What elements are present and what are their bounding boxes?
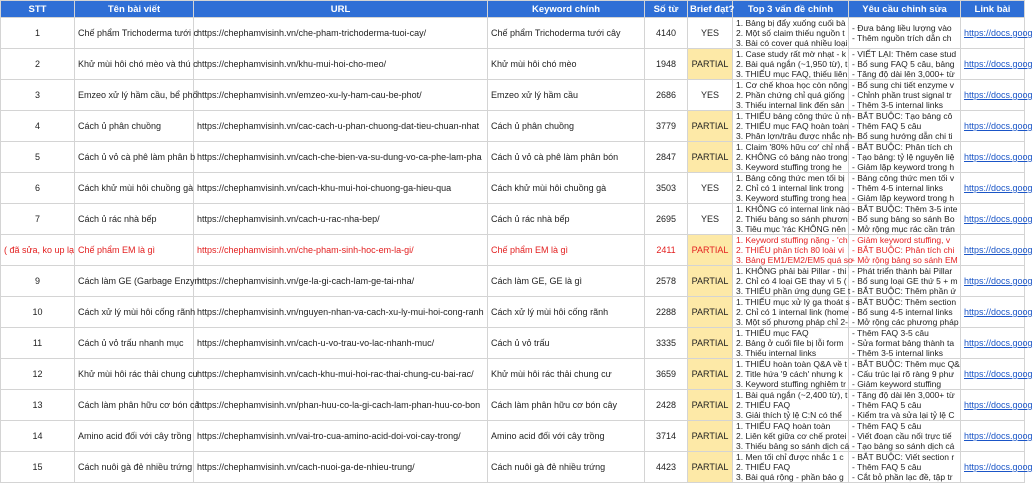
request-line: - BẮT BUỘC: Viết section r bbox=[852, 452, 955, 462]
request-line: - Thêm FAQ 5 câu bbox=[852, 462, 922, 472]
cell-keyword[interactable]: Cách làm GE, GE là gì bbox=[488, 266, 645, 297]
cell-title[interactable]: Cách ủ vỏ trấu nhanh mục bbox=[75, 328, 194, 359]
cell-stt[interactable]: 2 bbox=[1, 49, 75, 80]
request-line: - BẮT BUỘC: Thêm section bbox=[852, 297, 957, 307]
cell-brief-status[interactable]: PARTIAL bbox=[688, 452, 733, 483]
cell-edit-requests[interactable] bbox=[849, 359, 961, 390]
request-line: - Tăng độ dài lên 3,000+ từ bbox=[852, 69, 955, 79]
issue-line: 1. THIẾU FAQ hoàn toàn bbox=[736, 421, 831, 431]
cell-keyword[interactable]: Emzeo xử lý hầm cầu bbox=[488, 80, 645, 111]
request-line: - Bổ sung hướng dẫn chi ti bbox=[852, 131, 953, 141]
request-line: - Sửa format bảng thành ta bbox=[852, 338, 955, 348]
table-row bbox=[1, 49, 1025, 80]
cell-edit-requests[interactable] bbox=[849, 328, 961, 359]
cell-top-issues[interactable] bbox=[733, 297, 849, 328]
cell-keyword[interactable]: Cách khử mùi hôi chuồng gà bbox=[488, 173, 645, 204]
cell-url[interactable]: https://chephamvisinh.vn/vai-tro-cua-amino-acid-doi-voi-cay-trong/ bbox=[194, 421, 488, 452]
issue-line: 1. THIẾU mục xử lý ga thoát s bbox=[736, 297, 850, 307]
cell-url[interactable]: https://chephamvisinh.vn/cach-u-vo-trau-vo-lac-nhanh-muc/ bbox=[194, 328, 488, 359]
table-row bbox=[1, 266, 1025, 297]
cell-top-issues[interactable] bbox=[733, 18, 849, 49]
request-line: - Tăng độ dài lên 3,000+ từ bbox=[852, 390, 955, 400]
table-row bbox=[1, 173, 1025, 204]
cell-brief-status[interactable]: PARTIAL bbox=[688, 390, 733, 421]
cell-doc-link[interactable]: https://docs.goog bbox=[961, 18, 1025, 49]
table-row bbox=[1, 390, 1025, 421]
cell-stt[interactable]: 6 bbox=[1, 173, 75, 204]
issue-line: 3. Thiếu internal links bbox=[736, 348, 817, 358]
cell-stt[interactable]: 1 bbox=[1, 18, 75, 49]
cell-url[interactable]: https://chephamvisinh.vn/che-pham-trichoderma-tuoi-cay/ bbox=[194, 18, 488, 49]
issue-line: 2. Title hứa '9 cách' nhưng k bbox=[736, 369, 843, 379]
cell-edit-requests[interactable] bbox=[849, 80, 961, 111]
cell-doc-link[interactable]: https://docs.goog bbox=[961, 421, 1025, 452]
cell-brief-status[interactable]: PARTIAL bbox=[688, 235, 733, 266]
cell-url[interactable]: https://chephamvisinh.vn/cach-nuoi-ga-de-nhieu-trung/ bbox=[194, 452, 488, 483]
cell-keyword[interactable]: Cách làm phân hữu cơ bón cây bbox=[488, 390, 645, 421]
cell-top-issues[interactable] bbox=[733, 49, 849, 80]
cell-top-issues[interactable] bbox=[733, 204, 849, 235]
issue-line: 3. Bảng EM1/EM2/EM5 quá sơ bbox=[736, 255, 854, 265]
cell-keyword[interactable]: Cách nuôi gà đẻ nhiều trứng bbox=[488, 452, 645, 483]
cell-doc-link[interactable]: https://docs.goog bbox=[961, 452, 1025, 483]
cell-brief-status[interactable]: PARTIAL bbox=[688, 328, 733, 359]
cell-top-issues[interactable] bbox=[733, 173, 849, 204]
cell-brief-status[interactable]: YES bbox=[688, 173, 733, 204]
request-line: - Kiểm tra và sửa lại tỷ lệ C bbox=[852, 410, 955, 420]
cell-stt[interactable]: ( đã sửa, ko up lạ bbox=[1, 235, 75, 266]
issue-line: 1. Case study rất mờ nhạt - k bbox=[736, 49, 846, 59]
request-line: - Thêm FAQ 5 câu bbox=[852, 421, 922, 431]
cell-stt[interactable]: 7 bbox=[1, 204, 75, 235]
cell-edit-requests[interactable] bbox=[849, 142, 961, 173]
request-line: - Mở rộng bảng so sánh EM bbox=[852, 255, 958, 265]
cell-top-issues[interactable] bbox=[733, 142, 849, 173]
cell-keyword[interactable]: Cách ủ phân chuồng bbox=[488, 111, 645, 142]
cell-title[interactable]: Emzeo xử lý hầm cầu, bể phố bbox=[75, 80, 194, 111]
table-row bbox=[1, 359, 1025, 390]
cell-url[interactable]: https://chephamvisinh.vn/ge-la-gi-cach-lam-ge-tai-nha/ bbox=[194, 266, 488, 297]
cell-doc-link[interactable]: https://docs.goog bbox=[961, 49, 1025, 80]
request-line: - Thêm nguồn trích dẫn ch bbox=[852, 33, 952, 43]
cell-word-count[interactable]: 2847 bbox=[645, 142, 688, 173]
issue-line: 1. Cơ chế khoa học còn nông bbox=[736, 80, 848, 90]
issue-line: 1. THIẾU bảng công thức ủ nh bbox=[736, 111, 852, 121]
table-row bbox=[1, 111, 1025, 142]
issue-line: 2. KHÔNG có bảng nào trong bbox=[736, 152, 848, 162]
cell-brief-status[interactable]: YES bbox=[688, 80, 733, 111]
cell-brief-status[interactable]: PARTIAL bbox=[688, 297, 733, 328]
issue-line: 3. Bài quá rộng - phần bảo g bbox=[736, 472, 844, 482]
cell-keyword[interactable]: Cách xử lý mùi hôi cống rãnh bbox=[488, 297, 645, 328]
cell-keyword[interactable]: Chế phẩm EM là gì bbox=[488, 235, 645, 266]
issue-line: 1. Bài quá ngắn (~2,400 từ), t bbox=[736, 390, 848, 400]
cell-brief-status[interactable]: YES bbox=[688, 18, 733, 49]
cell-brief-status[interactable]: PARTIAL bbox=[688, 359, 733, 390]
cell-brief-status[interactable]: PARTIAL bbox=[688, 266, 733, 297]
table-row bbox=[1, 421, 1025, 452]
cell-title[interactable]: Cách làm GE (Garbage Enzym bbox=[75, 266, 194, 297]
issue-line: 1. Men tối chỉ được nhắc 1 c bbox=[736, 452, 844, 462]
cell-doc-link[interactable]: https://docs.goog bbox=[961, 328, 1025, 359]
cell-title[interactable]: Khử mùi hôi chó mèo và thú c bbox=[75, 49, 194, 80]
request-line: - Chỉnh phần trust signal tr bbox=[852, 90, 952, 100]
request-line: - Giảm keyword stuffing, v bbox=[852, 235, 951, 245]
cell-brief-status[interactable]: PARTIAL bbox=[688, 111, 733, 142]
cell-url[interactable]: https://chephamvisinh.vn/khu-mui-hoi-cho-meo/ bbox=[194, 49, 488, 80]
cell-brief-status[interactable]: YES bbox=[688, 204, 733, 235]
request-line: - Mở rộng mục rác cần trán bbox=[852, 224, 955, 234]
cell-stt[interactable]: 3 bbox=[1, 80, 75, 111]
request-line: - Mở rộng các phương pháp bbox=[852, 317, 959, 327]
cell-doc-link[interactable]: https://docs.goog bbox=[961, 390, 1025, 421]
issue-line: 2. Chỉ có 4 loại GE thay vì 5 ( bbox=[736, 276, 847, 286]
request-line: - Thêm 4-5 internal links bbox=[852, 183, 944, 193]
cell-doc-link[interactable]: https://docs.goog bbox=[961, 111, 1025, 142]
cell-edit-requests[interactable] bbox=[849, 452, 961, 483]
issue-line: 3. Thiếu bảng so sánh dịch cá bbox=[736, 441, 850, 451]
issue-line: 3. Keyword stuffing trong hea bbox=[736, 193, 847, 203]
request-line: - VIẾT LẠI: Thêm case stud bbox=[852, 49, 957, 59]
cell-stt[interactable]: 12 bbox=[1, 359, 75, 390]
issue-line: 3. Giải thích tỷ lệ C:N có thể bbox=[736, 410, 842, 420]
cell-top-issues[interactable] bbox=[733, 452, 849, 483]
issue-line: 3. Tiêu mục 'rác KHÔNG nên bbox=[736, 224, 846, 234]
request-line: - BẮT BUỘC: Phân tích ch bbox=[852, 142, 953, 152]
cell-edit-requests[interactable] bbox=[849, 390, 961, 421]
cell-edit-requests[interactable] bbox=[849, 18, 961, 49]
cell-edit-requests[interactable] bbox=[849, 421, 961, 452]
request-line: - Giảm keyword stuffing bbox=[852, 379, 942, 389]
issue-line: 3. Một số phương pháp chỉ 2- bbox=[736, 317, 848, 327]
cell-word-count[interactable]: 2411 bbox=[645, 235, 688, 266]
request-line: - BẮT BUỘC: Tạo bảng cô bbox=[852, 111, 953, 121]
request-line: - Bổ sung loại GE thứ 5 + m bbox=[852, 276, 958, 286]
table-row bbox=[1, 204, 1025, 235]
request-line: - BẮT BUỘC: Thêm 3-5 inte bbox=[852, 204, 958, 214]
issue-line: 1. THIẾU hoàn toàn Q&A về t bbox=[736, 359, 847, 369]
cell-stt[interactable]: 5 bbox=[1, 142, 75, 173]
request-line: - Bổ sung FAQ 5 câu, bảng bbox=[852, 59, 955, 69]
header-word-count[interactable]: Số từ bbox=[645, 1, 688, 18]
table-body bbox=[1, 18, 1033, 483]
cell-doc-link[interactable]: https://docs.goog bbox=[961, 142, 1025, 173]
cell-top-issues[interactable] bbox=[733, 111, 853, 142]
cell-top-issues[interactable] bbox=[733, 421, 849, 452]
issue-line: 2. Thiếu bảng so sánh phươn bbox=[736, 214, 848, 224]
issue-line: 2. Phần chứng chỉ quá giống bbox=[736, 90, 845, 100]
cell-edit-requests[interactable] bbox=[849, 204, 961, 235]
table-row bbox=[1, 18, 1025, 49]
cell-keyword[interactable]: Khử mùi hôi rác thải chung cư bbox=[488, 359, 645, 390]
issue-line: 2. THIẾU phân tích 80 loài vi bbox=[736, 245, 845, 255]
request-line: - BẮT BUỘC: Thêm phần ứ bbox=[852, 286, 957, 296]
header-edit-requests[interactable]: Yêu cầu chỉnh sửa bbox=[849, 1, 961, 18]
issue-line: 3. Keyword stuffing nghiêm tr bbox=[736, 379, 846, 389]
cell-keyword[interactable]: Chế phẩm Trichoderma tưới cây bbox=[488, 18, 645, 49]
cell-top-issues[interactable] bbox=[733, 390, 849, 421]
issue-line: 1. Keyword stuffing nặng - 'ch bbox=[736, 235, 848, 245]
request-line: - Tạo bảng: tỷ lệ nguyên liệ bbox=[852, 152, 955, 162]
issue-line: 3. Bài có cover quá nhiều loại bbox=[736, 38, 848, 48]
cell-word-count[interactable]: 2578 bbox=[645, 266, 688, 297]
cell-stt[interactable]: 14 bbox=[1, 421, 75, 452]
issue-line: 2. Chỉ có 1 internal link (home bbox=[736, 307, 849, 317]
cell-word-count[interactable]: 1948 bbox=[645, 49, 688, 80]
cell-stt[interactable]: 15 bbox=[1, 452, 75, 483]
cell-url[interactable]: https://chephamvisinh.vn/cac-cach-u-phan-chuong-dat-tieu-chuan-nhat bbox=[194, 111, 488, 142]
cell-title[interactable]: Cách làm phân hữu cơ bón cả bbox=[75, 390, 194, 421]
cell-stt[interactable]: 9 bbox=[1, 266, 75, 297]
request-line: - Bổ sung chi tiết enzyme v bbox=[852, 80, 955, 90]
cell-doc-link[interactable]: https://docs.goog bbox=[961, 173, 1025, 204]
issue-line: 2. Một số claim thiếu nguồn t bbox=[736, 28, 845, 38]
request-line: - Thêm FAQ 5 câu bbox=[852, 121, 922, 131]
cell-keyword[interactable]: Cách ủ rác nhà bếp bbox=[488, 204, 645, 235]
cell-url[interactable]: https://chephamvisinh.vn/phan-huu-co-la-gi-cach-lam-phan-huu-co-bon bbox=[194, 390, 488, 421]
issue-line: 2. Bài quá ngắn (~1,950 từ), t bbox=[736, 59, 848, 69]
request-line: - BẮT BUỘC: Phân tích chi bbox=[852, 245, 955, 255]
cell-stt[interactable]: 10 bbox=[1, 297, 75, 328]
cell-word-count[interactable]: 2695 bbox=[645, 204, 688, 235]
table-row bbox=[1, 328, 1025, 359]
cell-word-count[interactable]: 3335 bbox=[645, 328, 688, 359]
cell-word-count[interactable]: 4140 bbox=[645, 18, 688, 49]
cell-url[interactable]: https://chephamvisinh.vn/cach-u-rac-nha-bep/ bbox=[194, 204, 488, 235]
cell-word-count[interactable]: 3779 bbox=[645, 111, 688, 142]
request-line: - Tạo bảng so sánh dịch cá bbox=[852, 441, 955, 451]
cell-keyword[interactable]: Khử mùi hôi chó mèo bbox=[488, 49, 645, 80]
request-line: - Phát triển thành bài Pillar bbox=[852, 266, 953, 276]
cell-edit-requests[interactable] bbox=[849, 235, 961, 266]
cell-word-count[interactable]: 2428 bbox=[645, 390, 688, 421]
issue-line: 1. Claim '80% hữu cơ' chỉ nhắ bbox=[736, 142, 850, 152]
request-line: - Bổ sung bảng so sánh Bo bbox=[852, 214, 955, 224]
issue-line: 1. Bảng công thức men tối bị bbox=[736, 173, 845, 183]
header-url[interactable]: URL bbox=[194, 1, 488, 18]
header-row bbox=[1, 1, 1025, 18]
table-row bbox=[1, 452, 1025, 483]
request-line: - Giảm lặp keyword trong h bbox=[852, 162, 955, 172]
header-stt[interactable]: STT bbox=[1, 1, 75, 18]
issue-line: 1. KHÔNG có internal link nào bbox=[736, 204, 850, 214]
cell-doc-link[interactable]: https://docs.goog bbox=[961, 266, 1025, 297]
cell-edit-requests[interactable] bbox=[849, 173, 961, 204]
request-line: - Thêm FAQ 3-5 câu bbox=[852, 328, 929, 338]
cell-keyword[interactable]: Cách ủ vỏ trấu bbox=[488, 328, 645, 359]
cell-title[interactable]: Cách ủ phân chuồng bbox=[75, 111, 194, 142]
table-row bbox=[1, 235, 1025, 266]
cell-title[interactable]: Amino acid đối với cây trồng bbox=[75, 421, 194, 452]
issue-line: 2. Bảng ở cuối file bị lỗi form bbox=[736, 338, 844, 348]
header-brief[interactable]: Brief đạt? bbox=[688, 1, 733, 18]
request-line: - Thêm FAQ 5 câu bbox=[852, 400, 922, 410]
request-line: - Viết đoạn cầu nối trực tiế bbox=[852, 431, 952, 441]
request-line: - Cắt bỏ phần lạc đề, tập tr bbox=[852, 472, 953, 482]
request-line: - Đưa bảng liều lượng vào bbox=[852, 23, 952, 33]
issue-line: 2. THIẾU mục FAQ hoàn toàn bbox=[736, 121, 849, 131]
cell-word-count[interactable]: 3714 bbox=[645, 421, 688, 452]
issue-line: 2. Liên kết giữa cơ chế protei bbox=[736, 431, 847, 441]
header-title[interactable]: Tên bài viết bbox=[75, 1, 194, 18]
cell-url[interactable]: https://chephamvisinh.vn/emzeo-xu-ly-ham-cau-be-phot/ bbox=[194, 80, 488, 111]
table-row bbox=[1, 80, 1025, 111]
cell-brief-status[interactable]: PARTIAL bbox=[688, 421, 733, 452]
cell-doc-link[interactable]: https://docs.goog bbox=[961, 297, 1025, 328]
table-row bbox=[1, 297, 1025, 328]
request-line: - Thêm 3-5 internal links bbox=[852, 348, 944, 358]
issue-line: 2. THIẾU FAQ bbox=[736, 462, 791, 472]
request-line: - Giảm lặp keyword trong h bbox=[852, 193, 955, 203]
cell-url[interactable]: https://chephamvisinh.vn/nguyen-nhan-va-cach-xu-ly-mui-hoi-cong-ranh bbox=[194, 297, 488, 328]
cell-title[interactable]: Chế phẩm EM là gì bbox=[75, 235, 194, 266]
cell-brief-status[interactable]: PARTIAL bbox=[688, 142, 733, 173]
cell-word-count[interactable]: 2288 bbox=[645, 297, 688, 328]
request-line: - Thêm 3-5 internal links bbox=[852, 100, 944, 110]
cell-top-issues[interactable] bbox=[733, 359, 849, 390]
cell-url[interactable]: https://chephamvisinh.vn/cach-che-bien-va-su-dung-vo-ca-phe-lam-pha bbox=[194, 142, 488, 173]
issue-line: 3. Thiếu internal link đến sản bbox=[736, 100, 845, 110]
issue-line: 1. Bảng bị đẩy xuống cuối bà bbox=[736, 18, 846, 28]
issue-line: 2. THIẾU FAQ bbox=[736, 400, 791, 410]
issue-line: 3. Phân lợn/trâu được nhắc nh bbox=[736, 131, 853, 141]
cell-stt[interactable]: 13 bbox=[1, 390, 75, 421]
cell-keyword[interactable]: Cách ủ vỏ cà phê làm phân bón bbox=[488, 142, 645, 173]
cell-edit-requests[interactable] bbox=[849, 297, 961, 328]
cell-title[interactable]: Cách ủ rác nhà bếp bbox=[75, 204, 194, 235]
cell-title[interactable]: Cách ủ vỏ cà phê làm phân b bbox=[75, 142, 194, 173]
cell-word-count[interactable]: 2686 bbox=[645, 80, 688, 111]
cell-doc-link[interactable]: https://docs.goog bbox=[961, 359, 1025, 390]
cell-title[interactable]: Chế phẩm Trichoderma tưới c bbox=[75, 18, 194, 49]
issue-line: 1. KHÔNG phải bài Pillar - thi bbox=[736, 266, 847, 276]
cell-top-issues[interactable] bbox=[733, 235, 854, 266]
issue-line: 2. Chỉ có 1 internal link trong bbox=[736, 183, 844, 193]
cell-keyword[interactable]: Amino acid đối với cây trồng bbox=[488, 421, 645, 452]
request-line: - Bảng công thức men tối v bbox=[852, 173, 955, 183]
cell-title[interactable]: Cách xử lý mùi hôi cống rãnh bbox=[75, 297, 194, 328]
cell-doc-link[interactable]: https://docs.goog bbox=[961, 80, 1025, 111]
request-line: - BẮT BUỘC: Thêm mục Q& bbox=[852, 359, 960, 369]
cell-title[interactable]: Khử mùi hôi rác thải chung cư bbox=[75, 359, 194, 390]
cell-word-count[interactable]: 4423 bbox=[645, 452, 688, 483]
cell-top-issues[interactable] bbox=[733, 328, 849, 359]
issue-line: 1. THIẾU mục FAQ bbox=[736, 328, 809, 338]
cell-doc-link[interactable]: https://docs.goog bbox=[961, 204, 1025, 235]
issue-line: 3. THIẾU mục FAQ, thiếu liên bbox=[736, 69, 848, 79]
header-keyword[interactable]: Keyword chính bbox=[488, 1, 645, 18]
cell-edit-requests[interactable] bbox=[849, 111, 961, 142]
cell-title[interactable]: Cách khử mùi hôi chuồng gà bbox=[75, 173, 194, 204]
cell-edit-requests[interactable] bbox=[849, 49, 961, 80]
issue-line: 3. Keyword stuffing trong he bbox=[736, 162, 842, 172]
cell-top-issues[interactable] bbox=[733, 266, 849, 297]
cell-url[interactable]: https://chephamvisinh.vn/che-pham-sinh-hoc-em-la-gi/ bbox=[194, 235, 488, 266]
header-link[interactable]: Link bài bbox=[961, 1, 1025, 18]
cell-stt[interactable]: 11 bbox=[1, 328, 75, 359]
request-line: - Bổ sung 4-5 internal links bbox=[852, 307, 953, 317]
cell-stt[interactable]: 4 bbox=[1, 111, 75, 142]
cell-url[interactable]: https://chephamvisinh.vn/cach-khu-mui-hoi-chuong-ga-hieu-qua bbox=[194, 173, 488, 204]
cell-title[interactable]: Cách nuôi gà đẻ nhiều trứng bbox=[75, 452, 194, 483]
cell-url[interactable]: https://chephamvisinh.vn/cach-khu-mui-hoi-rac-thai-chung-cu-bai-rac/ bbox=[194, 359, 488, 390]
cell-word-count[interactable]: 3503 bbox=[645, 173, 688, 204]
request-line: - Cấu trúc lại rõ ràng 9 phư bbox=[852, 369, 955, 379]
issue-line: 3. THIẾU phần ứng dụng GE t bbox=[736, 286, 851, 296]
cell-brief-status[interactable]: PARTIAL bbox=[688, 49, 733, 80]
cell-doc-link[interactable]: https://docs.goog bbox=[961, 235, 1025, 266]
cell-word-count[interactable]: 3659 bbox=[645, 359, 688, 390]
table-row bbox=[1, 142, 1025, 173]
cell-edit-requests[interactable] bbox=[849, 266, 961, 297]
header-top-issues[interactable]: Top 3 vấn đề chính bbox=[733, 1, 849, 18]
cell-top-issues[interactable] bbox=[733, 80, 849, 111]
